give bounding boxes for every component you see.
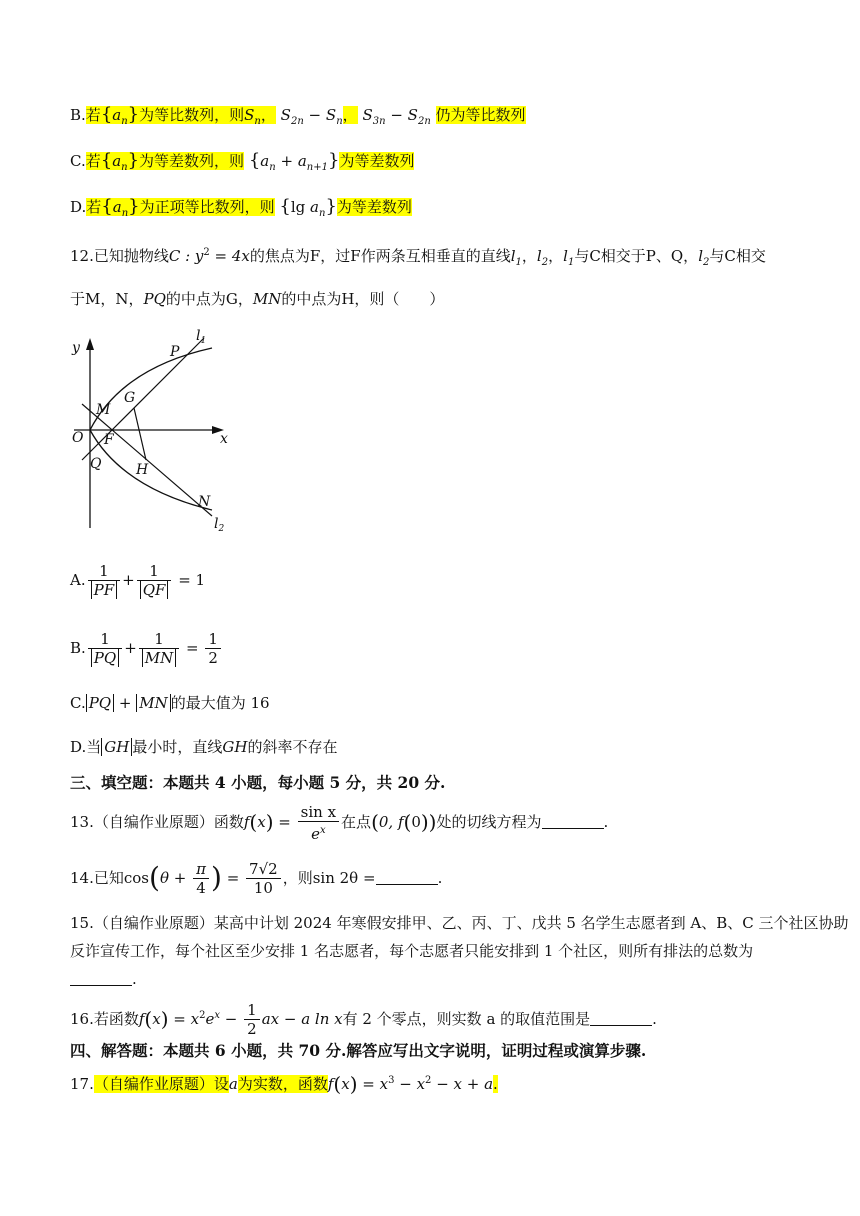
- q12-option-d: D.当 GH 最小时，直线GH的斜率不存在: [70, 738, 338, 756]
- label-p: P: [170, 344, 180, 360]
- section-4-heading: 四、解答题：本题共 6 小题，共 70 分.解答应写出文字说明，证明过程或演算步骤.: [70, 1041, 647, 1060]
- label-f: F: [104, 432, 114, 448]
- parabola-figure: [62, 328, 252, 538]
- label-q: Q: [90, 456, 102, 472]
- q15-line2: 反诈宣传工作，每个社区至少安排 1 名志愿者，每个志愿者只能安排到 1 个社区，则所有排法的总数为: [70, 942, 754, 960]
- line-l1: [82, 338, 204, 460]
- label-n: N: [198, 494, 211, 510]
- label-l1: $l_1$: [196, 328, 207, 346]
- segment-gh: [134, 408, 146, 460]
- label-l2: $l_2$: [214, 516, 225, 534]
- q11-option-d: D.若$\{a_n\}$为正项等比数列，则 {lg $a_n$}为等差数列: [70, 196, 412, 219]
- label-x: x: [220, 431, 228, 447]
- line-l2: [82, 404, 212, 516]
- q16-answer-blank[interactable]: [590, 1011, 652, 1026]
- q15-line1: 15.（自编作业原题）某高中计划 2024 年寒假安排甲、乙、丙、丁、戊共 5 名学生志愿者到 A、B、C 三个社区协助: [70, 914, 849, 932]
- label-m: M: [96, 402, 111, 418]
- label-h: H: [136, 462, 149, 478]
- q14-answer-blank[interactable]: [376, 870, 438, 885]
- section-3-heading: 三、填空题：本题共 4 小题，每小题 5 分，共 20 分.: [70, 773, 446, 792]
- q12-stem-line1: 12.已知抛物线C : $y^2 = 4x$的焦点为F，过F作两条互相垂直的直线$l_1$，$l_2$，$l_1$与C相交于P、Q，$l_2$与C相交: [70, 247, 766, 268]
- q17: 17.（自编作业原题）设a为实数，函数$f(x) = x^3 - x^2 - x + a$.: [70, 1072, 498, 1096]
- label-g: G: [124, 390, 136, 406]
- q12-option-a: A. $\frac{1}{PF}$ + $\frac{1}{QF}$ = 1: [70, 562, 206, 599]
- parabola-c: [90, 348, 212, 510]
- q16: 16.若函数$f(x) = x^2e^x$ − $\frac{1}{2}$ ax − a ln x有 2 个零点，则实数 a 的取值范围是 .: [70, 1001, 657, 1038]
- label-o: O: [72, 430, 84, 446]
- q15-line3: .: [70, 968, 137, 990]
- q15-answer-blank[interactable]: [70, 971, 132, 986]
- q11-option-b: B.若$\{a_n\}$为等比数列，则$S_n$， $S_{2n} - S_n$， $S_{3n} - S_{2n}$ 仍为等比数列: [70, 104, 526, 127]
- q13-answer-blank[interactable]: [542, 814, 604, 829]
- q12-stem-line2: 于M，N，PQ的中点为G，MN的中点为H，则（ ）: [70, 290, 445, 308]
- q14: 14.已知cos(θ + $\frac{\pi}{4}$ ) = $\frac{7√2}{10}$ ，则sin 2θ = .: [70, 860, 443, 897]
- y-axis-arrow: [86, 338, 94, 350]
- q12-option-c: C. PQ + MN 的最大值为 16: [70, 694, 270, 712]
- q12-option-b: B. $\frac{1}{PQ}$ + $\frac{1}{MN}$ = $\frac{1}{2}$: [70, 628, 223, 668]
- label-y: y: [72, 340, 80, 356]
- q11-option-c: C.若$\{a_n\}$为等差数列，则 $\{a_n + a_{n+1}\}$为等差数列: [70, 150, 415, 173]
- q13: 13.（自编作业原题）函数f(x) = $\frac{\text{sin x}}{e^x}$ 在点(0, f(0))处的切线方程为 .: [70, 802, 609, 843]
